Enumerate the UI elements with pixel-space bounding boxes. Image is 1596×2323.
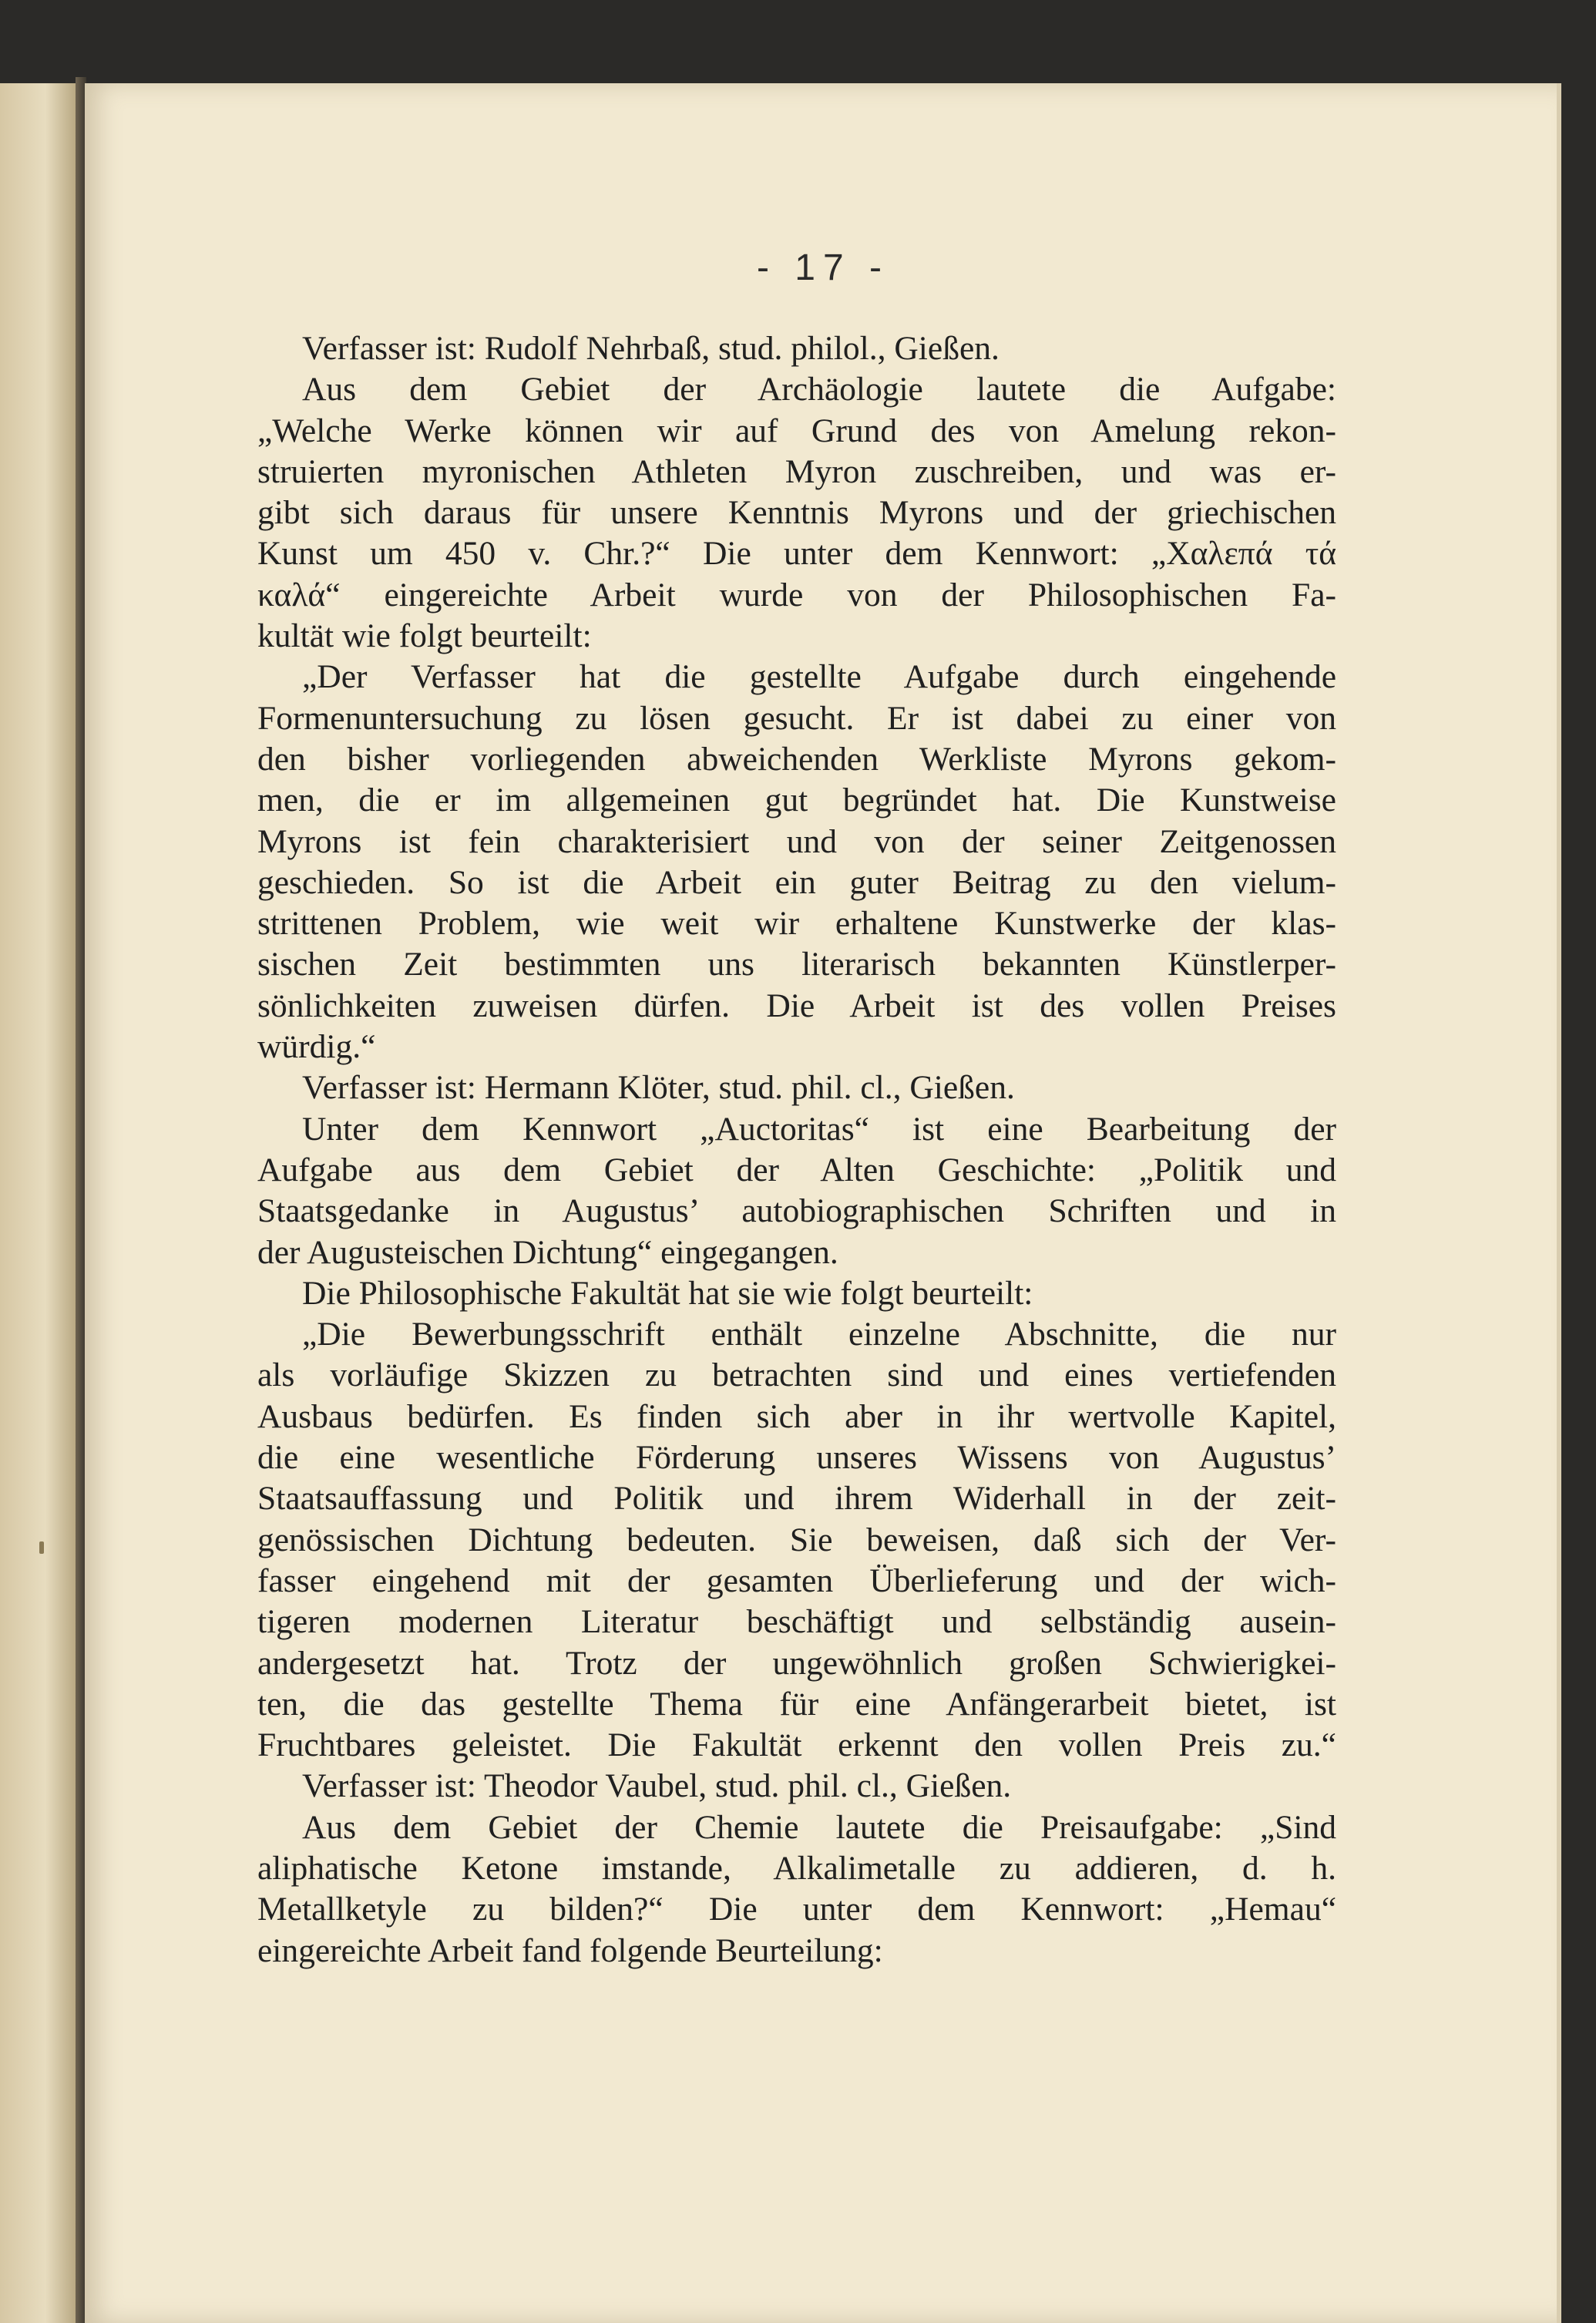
text-line: Verfasser ist: Rudolf Nehrbaß, stud. philol., Gießen. [302,330,1000,367]
text-line: die eine wesentliche Förderung unseres Wissens von Augustus’ [257,1439,1336,1477]
text-line: kultät wie folgt beurteilt: [257,617,592,655]
text-line: gibt sich daraus für unsere Kenntnis Myrons und der griechischen [257,494,1336,532]
text-line: Die Philosophische Fakultät hat sie wie folgt beurteilt: [302,1274,1033,1312]
text-line: der Augusteischen Dichtung“ eingegangen. [257,1233,838,1271]
text-line: Fruchtbares geleistet. Die Fakultät erkennt den vollen Preis zu.“ [257,1726,1336,1764]
page-number: - 17 - [756,247,890,288]
text-line: Kunst um 450 v. Chr.?“ Die unter dem Kennwort: „Χαλεπά τά [257,535,1336,573]
text-line: „Der Verfasser hat die gestellte Aufgabe durch eingehende [302,658,1336,696]
text-line: „Die Bewerbungsschrift enthält einzelne Abschnitte, die nur [302,1316,1336,1353]
text-line: sischen Zeit bestimmten uns literarisch bekannten Künstlerper- [257,946,1336,983]
text-line: Aufgabe aus dem Gebiet der Alten Geschichte: „Politik und [257,1151,1336,1188]
text-line: Ausbaus bedürfen. Es finden sich aber in ihr wertvolle Kapitel, [257,1397,1336,1435]
book-page [85,83,1561,2323]
text-line: würdig.“ [257,1028,376,1066]
text-line: andergesetzt hat. Trotz der ungewöhnlich großen Schwierigkei- [257,1644,1336,1682]
margin-mark [39,1541,44,1554]
text-line: tigeren modernen Literatur beschäftigt und selbständig ausein- [257,1603,1336,1641]
text-line: Aus dem Gebiet der Chemie lautete die Preisaufgabe: „Sind [302,1808,1336,1846]
text-line: Verfasser ist: Hermann Klöter, stud. phil. cl., Gießen. [302,1069,1015,1107]
text-line: sönlichkeiten zuweisen dürfen. Die Arbeit ist des vollen Preises [257,987,1336,1024]
text-line: eingereichte Arbeit fand folgende Beurteilung: [257,1931,883,1969]
text-line: fasser eingehend mit der gesamten Überlieferung und der wich- [257,1562,1336,1599]
text-line: Staatsgedanke in Augustus’ autobiographischen Schriften und in [257,1192,1336,1230]
text-line: Formenuntersuchung zu lösen gesucht. Er ist dabei zu einer von [257,699,1336,737]
text-line: men, die er im allgemeinen gut begründet hat. Die Kunstweise [257,782,1336,819]
text-line: genössischen Dichtung bedeuten. Sie beweisen, daß sich der Ver- [257,1521,1336,1558]
text-line: als vorläufige Skizzen zu betrachten sind und eines vertiefenden [257,1356,1336,1394]
text-line: geschieden. So ist die Arbeit ein guter Beitrag zu den vielum- [257,863,1336,901]
text-line: „Welche Werke können wir auf Grund des von Amelung rekon- [257,412,1336,449]
left-page-edge [0,83,76,2323]
text-line: struierten myronischen Athleten Myron zuschreiben, und was er- [257,452,1336,490]
text-line: ten, die das gestellte Thema für eine Anfängerarbeit bietet, ist [257,1685,1336,1723]
body-text [257,328,1336,1972]
text-line: Aus dem Gebiet der Archäologie lautete die Aufgabe: [302,371,1336,408]
text-line: Verfasser ist: Theodor Vaubel, stud. phil. cl., Gießen. [302,1767,1012,1805]
text-line: den bisher vorliegenden abweichenden Werkliste Myrons gekom- [257,740,1336,778]
text-line: Metallketyle zu bilden?“ Die unter dem Kennwort: „Hemau“ [257,1891,1336,1928]
text-line: Staatsauffassung und Politik und ihrem Widerhall in der zeit- [257,1480,1336,1518]
text-line: aliphatische Ketone imstande, Alkalimetalle zu addieren, d. h. [257,1849,1336,1887]
text-line: καλά“ eingereichte Arbeit wurde von der Philosophischen Fa- [257,576,1336,614]
text-line: Unter dem Kennwort „Auctoritas“ ist eine Bearbeitung der [302,1110,1336,1148]
text-line: Myrons ist fein charakterisiert und von der seiner Zeitgenossen [257,822,1336,860]
text-line: strittenen Problem, wie weit wir erhaltene Kunstwerke der klas- [257,905,1336,943]
